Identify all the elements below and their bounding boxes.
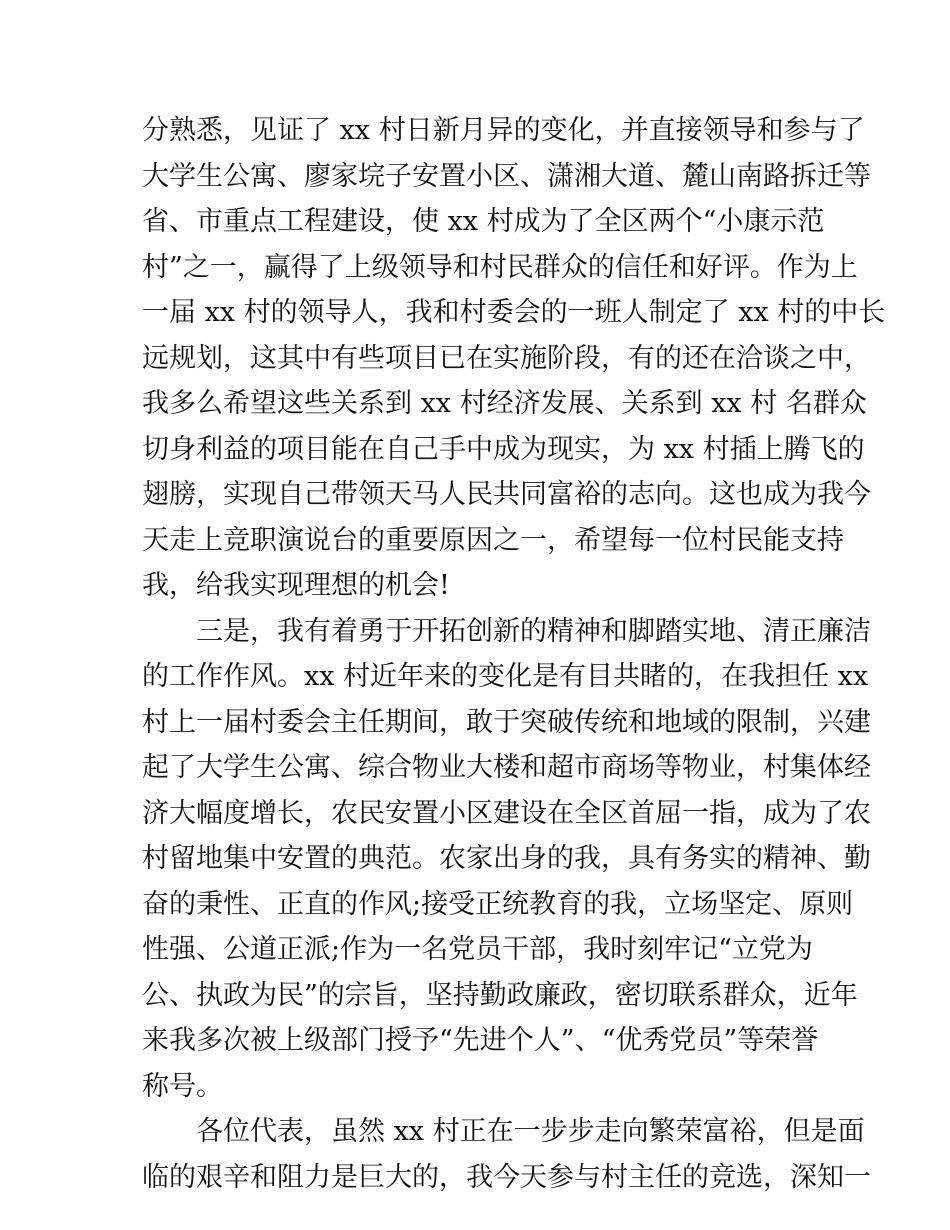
text-line: 分熟悉，见证了 xx 村日新月异的变化，并直接领导和参与了 (142, 115, 865, 146)
text-line: 省、市重点工程建设，使 xx 村成为了全区两个“小康示范 (142, 206, 825, 237)
text-line: 翅膀，实现自己带领天马人民共同富裕的志向。这也成为我今 (142, 479, 871, 510)
text-line: 我多么希望这些关系到 xx 村经济发展、关系到 xx 村 名群众 (142, 388, 867, 419)
text-line: 村”之一，赢得了上级领导和村民群众的信任和好评。作为上 (142, 251, 858, 283)
text-line: 三是，我有着勇于开拓创新的精神和脚踏实地、清正廉洁 (142, 615, 871, 647)
text-line: 性强、公道正派;作为一名党员干部，我时刻牢记“立党为 (142, 934, 813, 965)
text-line: 村上一届村委会主任期间，敢于突破传统和地域的限制，兴建 (142, 706, 871, 738)
text-line: 奋的秉性、正直的作风;接受正统教育的我，立场坚定、原则 (142, 888, 854, 920)
text-line: 起了大学生公寓、综合物业大楼和超市商场等物业，村集体经 (142, 752, 871, 783)
text-line: 公、执政为民”的宗旨，坚持勤政廉政，密切联系群众，近年 (142, 979, 858, 1011)
text-line: 切身利益的项目能在自己手中成为现实，为 xx 村插上腾飞的 (142, 433, 865, 465)
text-line: 大学生公寓、廖家垸子安置小区、潇湘大道、麓山南路拆迁等 (142, 160, 871, 192)
text-line: 天走上竞职演说台的重要原因之一，希望每一位村民能支持 (142, 524, 844, 556)
text-line: 称号。 (142, 1070, 223, 1102)
text-line: 村留地集中安置的典范。农家出身的我，具有务实的精神、勤 (142, 843, 871, 874)
text-line: 临的艰辛和阻力是巨大的，我今天参与村主任的竞选，深知一 (142, 1161, 871, 1193)
text-line: 济大幅度增长，农民安置小区建设在全区首屈一指，成为了农 (142, 797, 871, 829)
text-line: 来我多次被上级部门授予“先进个人”、“优秀党员”等荣誉 (142, 1025, 819, 1056)
text-line: 远规划，这其中有些项目已在实施阶段，有的还在洽谈之中， (142, 342, 871, 374)
text-line: 的工作作风。xx 村近年来的变化是有目共睹的，在我担任 xx (142, 661, 869, 692)
text-line: 我，给我实现理想的机会! (142, 570, 450, 601)
text-line: 各位代表，虽然 xx 村正在一步步走向繁荣富裕，但是面 (142, 1116, 865, 1147)
body-text (142, 108, 886, 1200)
text-line: 一届 xx 村的领导人，我和村委会的一班人制定了 xx 村的中长 (142, 297, 886, 328)
